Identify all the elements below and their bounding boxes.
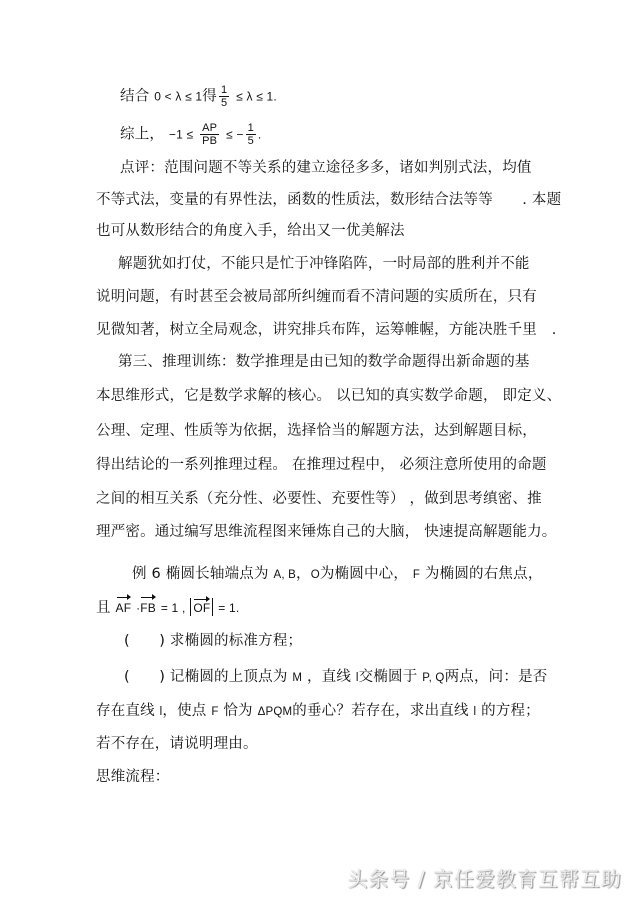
text-line-17: ( ) 求椭圆的标准方程； (124, 633, 303, 649)
text-segment: 得 (202, 88, 217, 105)
text-line-18: ( ) 记椭圆的上顶点为 M ，直线 l交椭圆于 P, Q两点，问：是否 (124, 669, 548, 685)
text-line-5: 也可从数形结合的角度入手，给出又一优美解法 (96, 223, 405, 239)
text-line-1: 结合 0 < λ ≤ 1得 $\frac{1}{5}$ ≤ λ ≤ 1. (120, 84, 277, 109)
math-symbol: F (412, 569, 421, 581)
text-line-4: 不等式法，变量的有界性法，函数的性质法，数形结合法等等 . 本题 (96, 192, 562, 208)
fraction: $\frac{1}{5}$ (247, 122, 254, 147)
math-symbol: A, B (273, 569, 296, 581)
math-symbol: l (159, 706, 163, 718)
fraction: $\frac{1}{5}$ (221, 84, 228, 109)
math-symbol: l (473, 706, 477, 718)
math-symbol: l (355, 672, 359, 684)
text-segment: 例 6 椭圆长轴端点为 (132, 566, 269, 582)
text-line-19: 存在直线 l，使点 F 恰为 ΔPQM的垂心？若存在，求出直线 l 的方程； (96, 703, 540, 719)
math-symbol: O (310, 569, 320, 581)
text-line-7: 说明问题，有时甚至会被局部所纠缠而看不清问题的实质所在，只有 (96, 289, 537, 305)
math-symbol: F (211, 706, 219, 718)
text-segment: 结合 (120, 88, 150, 105)
text-line-6: 解题犹如打仗，不能只是忙于冲锋陷阵，一时局部的胜利并不能 (118, 256, 530, 272)
fraction-ap-pb: $\frac{AP}{PB}$ (202, 122, 218, 147)
text-line-21: 思维流程： (96, 769, 170, 785)
vector-af: AF (116, 596, 132, 618)
text-line-15: 例 6 椭圆长轴端点为 A, B，O为椭圆中心， F 为椭圆的右焦点， (132, 566, 543, 582)
text-line-14: 理严密。通过编写思维流程图来锤炼自己的大脑， 快速提高解题能力。 (96, 524, 557, 540)
text-line-13: 之间的相互关系（充分性、必要性、充要性等） ，做到思考缜密、推 (96, 491, 542, 507)
text-line-10: 本思维形式，它是数学求解的核心。 以已知的真实数学命题， 即定义、 (96, 388, 562, 404)
text-line-3: 点评：范围问题不等关系的建立途径多多，诸如判别式法，均值 (120, 160, 532, 176)
watermark: 头条号 / 京任爱教育互帮互助 (347, 867, 622, 891)
math-inequality: 0 < λ ≤ 1 (154, 89, 203, 104)
math-symbol: M (292, 672, 303, 684)
math-inequality: ≤ − (226, 127, 244, 142)
math-symbol: P, Q (422, 672, 445, 684)
math-inequality: ≤ λ ≤ 1 (236, 89, 274, 104)
absolute-value (190, 598, 213, 616)
vector-fb: FB (140, 596, 156, 618)
text-segment: 综上， (120, 126, 165, 143)
math-symbol: ΔPQM (257, 706, 293, 718)
text-line-2: 综上， −1 ≤ $\frac{AP}{PB}$ ≤ − $\frac{1}{5}$ . (120, 122, 262, 147)
vector-of: OF (193, 598, 210, 616)
text-line-9: 第三、推理训练：数学推理是由已知的数学命题得出新命题的基 (118, 354, 530, 370)
math-inequality: −1 ≤ (168, 127, 194, 142)
text-line-11: 公理、定理、性质等为依据，选择恰当的解题方法，达到解题目标， (96, 423, 537, 439)
text-line-8: 见微知著，树立全局观念，讲究排兵布阵，运筹帷幄，方能决胜千里 . (96, 322, 557, 338)
text-line-16: 且 AF ·FB = 1 , OF = 1. (96, 596, 239, 618)
text-line-12: 得出结论的一系列推理过程。 在推理过程中， 必须注意所使用的命题 (96, 457, 547, 473)
text-line-20: 若不存在，请说明理由。 (96, 736, 258, 752)
